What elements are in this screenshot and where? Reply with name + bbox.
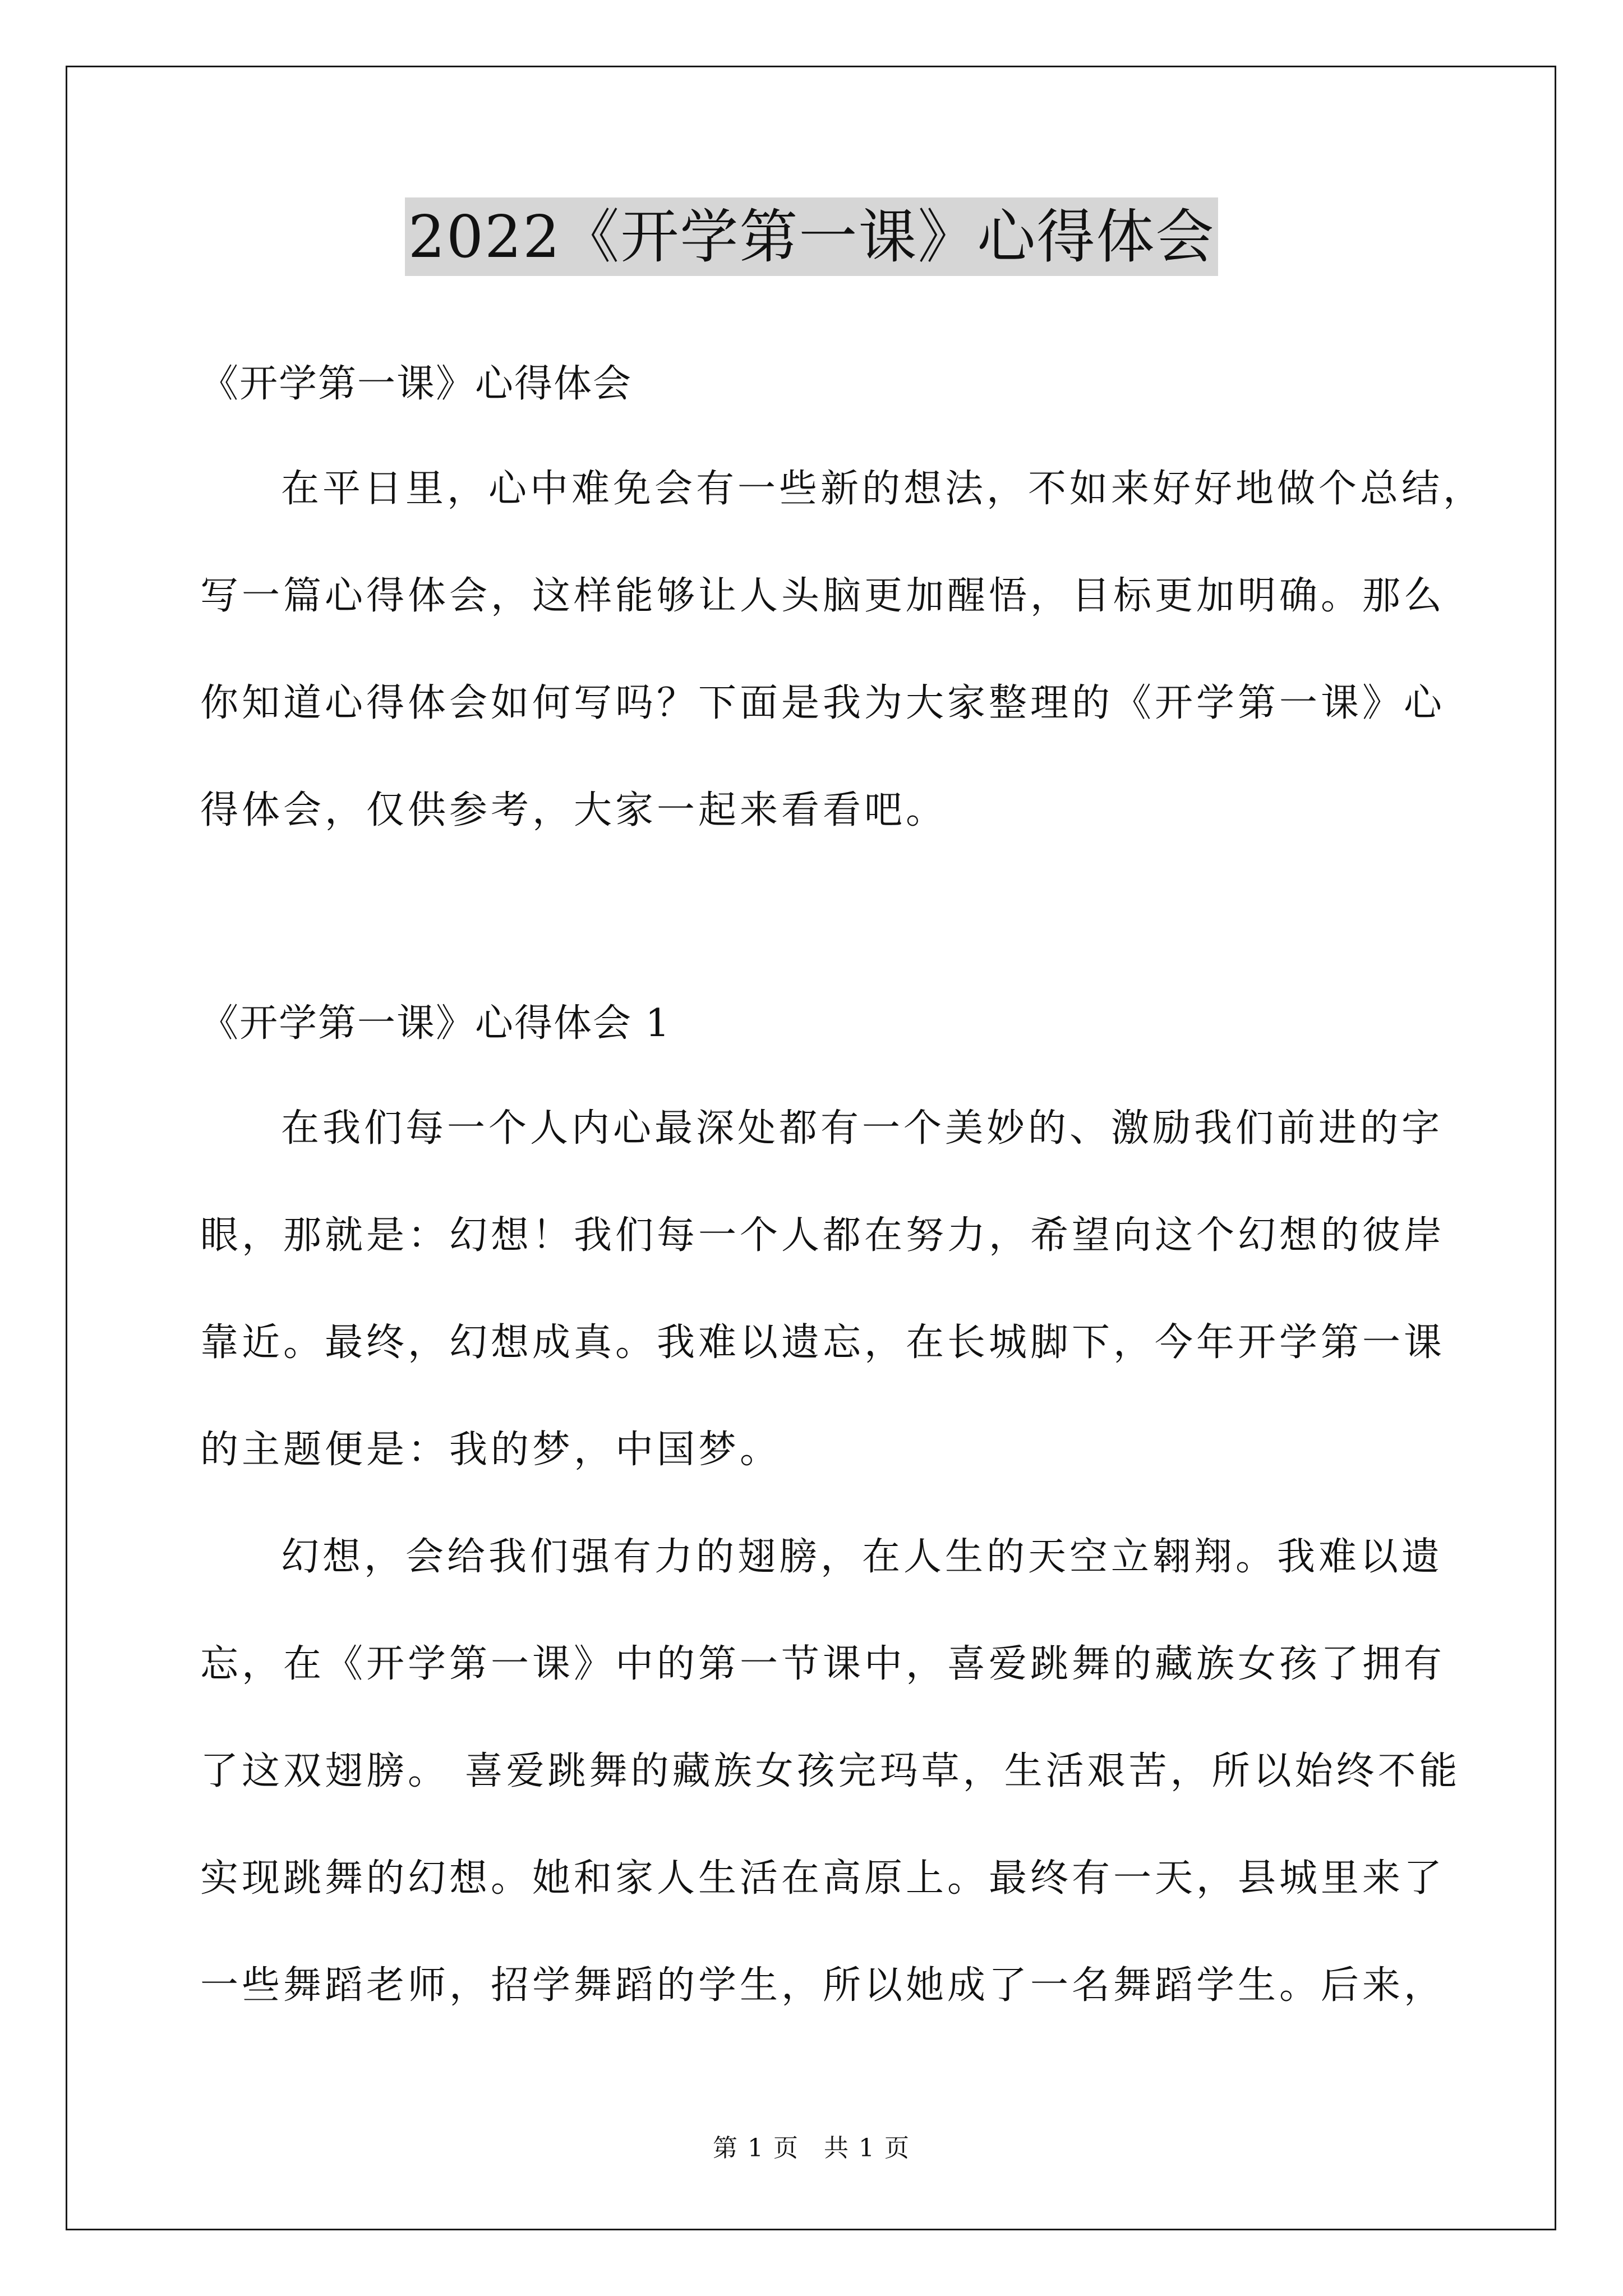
page-number: 第 1 页 [713, 2134, 799, 2162]
intro-line: 得体会，仅供参考，大家一起来看看吧。 [200, 788, 948, 832]
section-heading: 《开学第一课》心得体会 1 [200, 1001, 671, 1046]
paragraph-line: 靠近。最终，幻想成真。我难以遗忘，在长城脚下，今年开学第一课 [200, 1320, 1446, 1365]
paragraph-line: 在我们每一个人内心最深处都有一个美妙的、激励我们前进的字 [281, 1106, 1444, 1151]
title-container [0, 197, 1623, 276]
paragraph-line: 的主题便是：我的梦，中国梦。 [200, 1428, 782, 1472]
intro-line: 写一篇心得体会，这样能够让人头脑更加醒悟，目标更加明确。那么 [200, 574, 1446, 618]
paragraph-line: 忘，在《开学第一课》中的第一节课中，喜爱跳舞的藏族女孩了拥有 [200, 1642, 1446, 1686]
paragraph-line: 眼，那就是：幻想！我们每一个人都在努力，希望向这个幻想的彼岸 [200, 1213, 1446, 1258]
document-title: 2022《开学第一课》心得体会 [405, 197, 1219, 276]
paragraph-line: 了这双翅膀。 喜爱跳舞的藏族女孩完玛草，生活艰苦，所以始终不能 [200, 1749, 1461, 1793]
intro-line: 你知道心得体会如何写吗？下面是我为大家整理的《开学第一课》心 [200, 681, 1446, 725]
page-total: 共 1 页 [824, 2134, 910, 2162]
intro-line: 在平日里，心中难免会有一些新的想法，不如来好好地做个总结， [281, 467, 1485, 511]
paragraph-line: 一些舞蹈老师，招学舞蹈的学生，所以她成了一名舞蹈学生。后来， [200, 1963, 1446, 2008]
paragraph-line: 幻想，会给我们强有力的翅膀，在人生的天空立翱翔。我难以遗 [281, 1535, 1444, 1579]
intro-heading: 《开学第一课》心得体会 [200, 362, 633, 406]
page-footer [0, 2132, 1623, 2165]
paragraph-line: 实现跳舞的幻想。她和家人生活在高原上。最终有一天，县城里来了 [200, 1856, 1446, 1901]
